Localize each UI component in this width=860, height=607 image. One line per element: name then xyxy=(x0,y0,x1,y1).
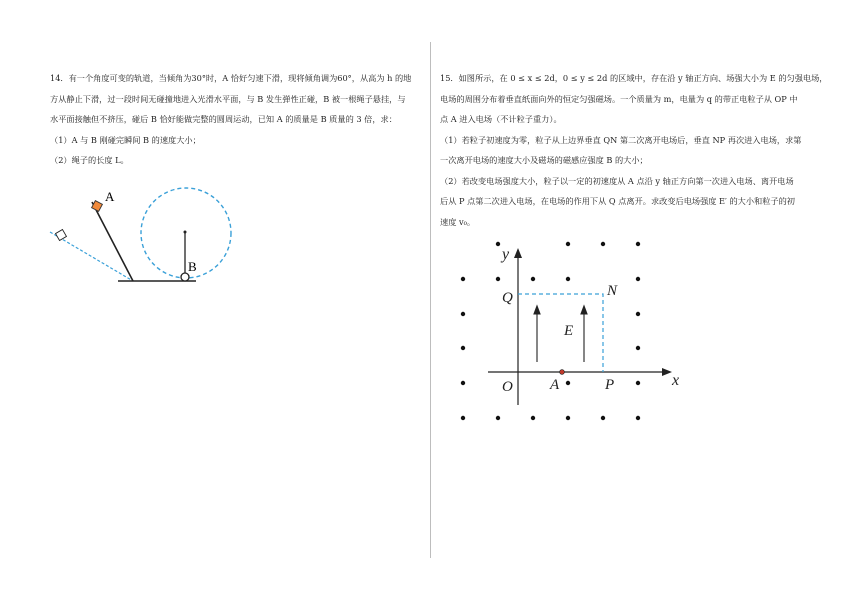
q15-line: 一次离开电场的速度大小及磁场的磁感应强度 B 的大小； xyxy=(440,155,648,165)
q15-line: 速度 v₀。 xyxy=(440,216,476,227)
ball-b xyxy=(181,273,189,281)
x-axis-label: x xyxy=(672,372,680,389)
q15-line: 15．如图所示，在 0 ≤ x ≤ 2d，0 ≤ y ≤ 2d 的区域中，存在沿 y 轴正方向、场强大小为 E 的匀强电场， xyxy=(440,73,828,83)
x-axis-arrow xyxy=(662,368,672,376)
pivot-point xyxy=(184,231,187,234)
q14-line: 方从静止下滑，过一段时间无碰撞地进入光滑水平面，与 B 发生弹性正碰，B 被一根绳子悬挂，与 xyxy=(50,93,406,104)
question-15 xyxy=(440,68,828,232)
q15-line: （2）若改变电场强度大小，粒子以一定的初速度从 A 点沿 y 轴正方向第一次进入电场、离开电场 xyxy=(440,175,794,186)
field-lines xyxy=(534,306,587,362)
q14-line: 水平面接触但不挤压，碰后 B 恰好能做完整的圆周运动，已知 A 的质量是 B 质量的 3 倍，求： xyxy=(50,114,397,124)
y-axis-label: y xyxy=(502,246,510,263)
question-14 xyxy=(50,68,412,171)
q15-line: 点 A 进入电场（不计粒子重力）。 xyxy=(440,114,562,124)
label-a: A xyxy=(105,189,115,204)
q14-line: 14．有一个角度可变的轨道，当倾角为30°时，A 恰好匀速下滑，现将倾角调为60°，从高为 h 的地 xyxy=(50,73,412,83)
block-a xyxy=(92,201,103,212)
q15-line: 后从 P 点第二次进入电场，在电场的作用下从 Q 点离开。求改变后电场强度 E′ 的大小和粒子的初 xyxy=(440,196,795,206)
y-axis-arrow xyxy=(514,248,522,258)
a-label: A xyxy=(550,377,560,393)
e-label: E xyxy=(564,323,574,339)
magnetic-field-dots xyxy=(461,242,640,420)
field-boundary xyxy=(518,294,603,372)
p-label: P xyxy=(605,377,615,393)
block-a-dashed xyxy=(56,230,67,241)
q-label: Q xyxy=(502,290,513,306)
q15-line: （1）若粒子初速度为零，粒子从上边界垂直 QN 第二次离开电场后，垂直 NP 再次进入电场，求第 xyxy=(440,134,802,145)
q14-line: （1）A 与 B 刚碰完瞬间 B 的速度大小； xyxy=(50,134,201,145)
point-a-marker xyxy=(560,370,565,375)
origin-label: O xyxy=(502,379,513,395)
q14-line: （2）绳子的长度 L。 xyxy=(50,155,129,165)
q15-line: 电场的周围分布着垂直纸面向外的恒定匀强磁场。一个质量为 m，电量为 q 的带正电粒子从 OP 中 xyxy=(440,93,798,104)
column-divider xyxy=(430,42,431,558)
incline-figure xyxy=(40,180,250,295)
n-label: N xyxy=(607,283,618,299)
field-figure xyxy=(450,235,700,430)
label-b: B xyxy=(188,259,197,274)
